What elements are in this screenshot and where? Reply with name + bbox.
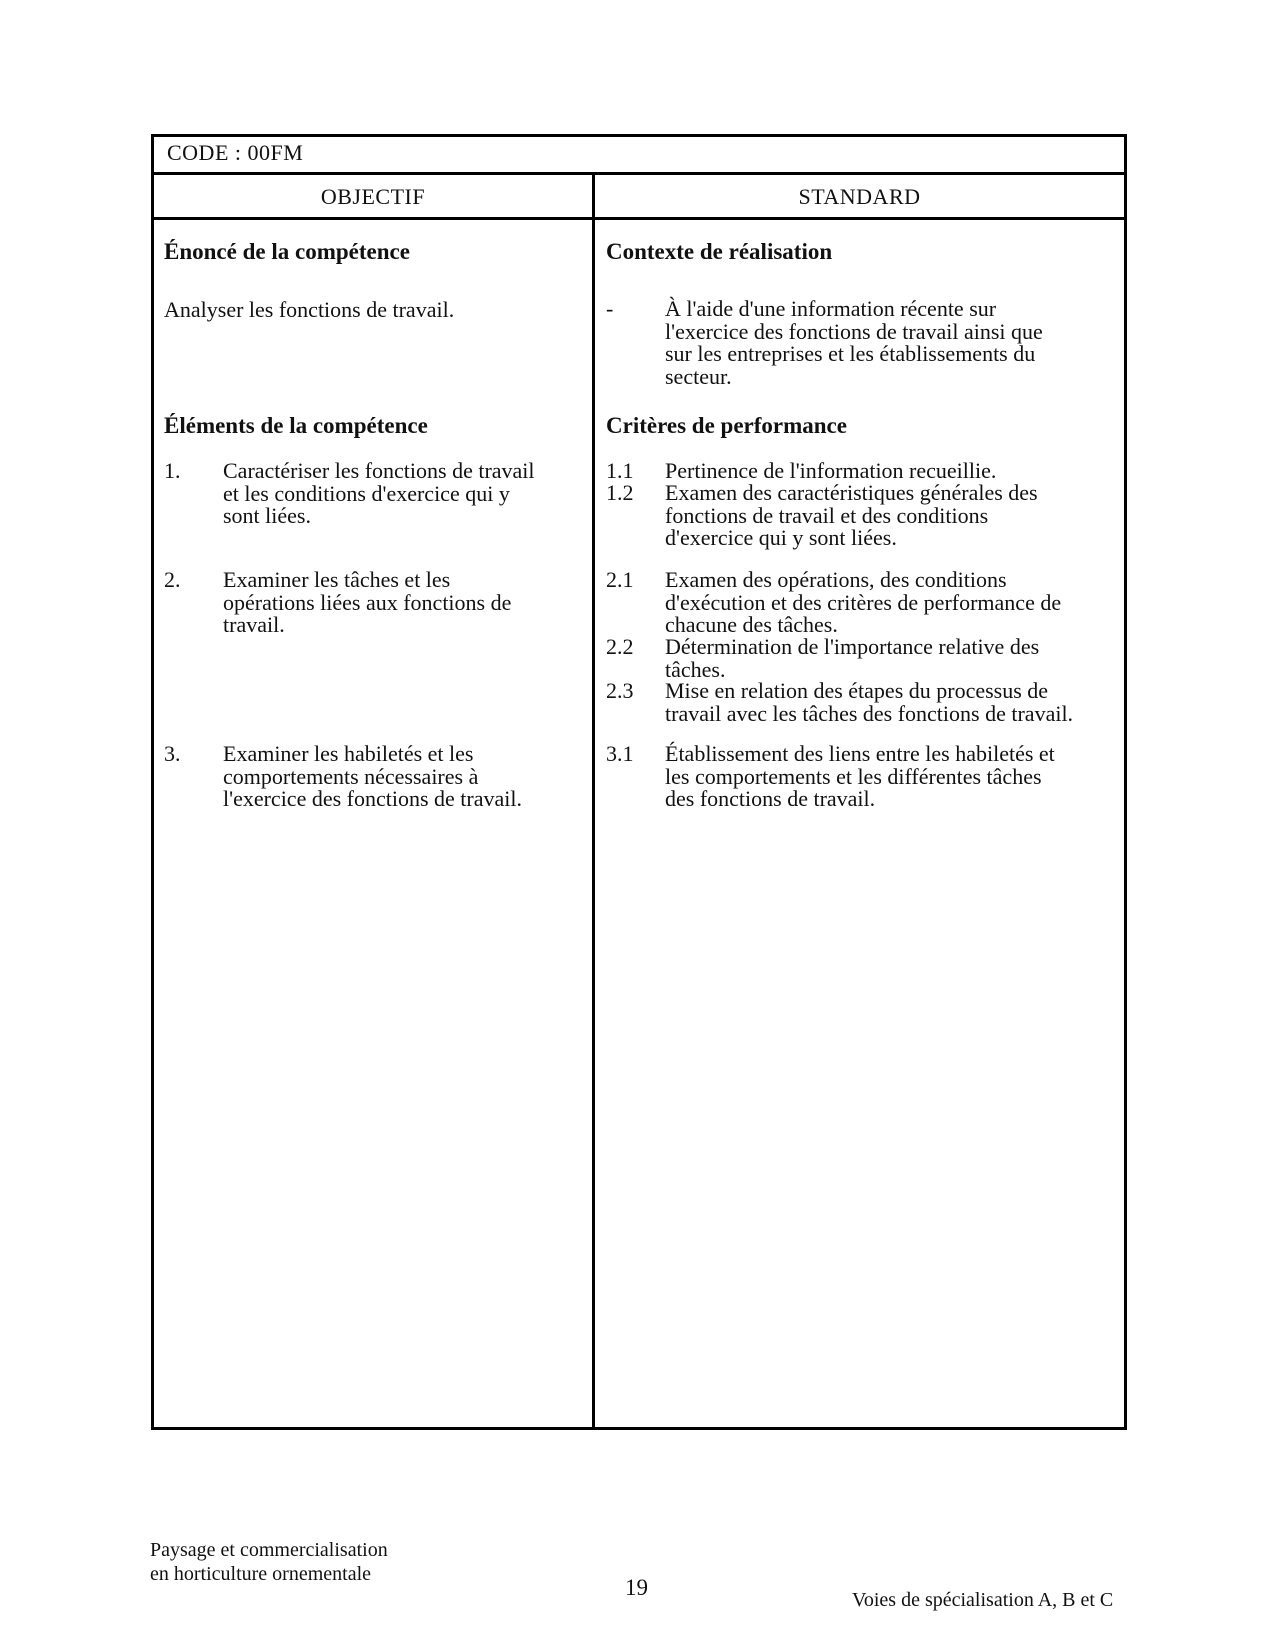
competency-table [151, 134, 1127, 1430]
objective-header: OBJECTIF [320, 184, 426, 209]
footer-program-title: Paysage et commercialisation en horticulture ornementale [150, 1539, 388, 1585]
standard-header: STANDARD [798, 184, 921, 209]
element-number: 3. [164, 741, 181, 766]
element-text: Caractériser les fonctions de travail et les conditions d'exercice qui y sont liées. [223, 458, 535, 528]
code-label: CODE : 00FM [167, 140, 304, 165]
criterion-text: Pertinence de l'information recueillie. [665, 458, 997, 483]
criteria-title: Critères de performance [606, 413, 847, 438]
header-row [154, 175, 1124, 220]
criterion-text: Examen des caractéristiques générales des fonctions de travail et des conditions d'exercice qui y sont liées. [665, 480, 1038, 550]
criterion-number: 2.3 [606, 678, 634, 703]
code-row [154, 137, 1124, 175]
criterion-number: 3.1 [606, 741, 634, 766]
page-number: 19 [625, 1575, 648, 1600]
criterion-text: Établissement des liens entre les habiletés et les comportements et les différentes tâches des fonctions de travail. [665, 741, 1055, 811]
context-title: Contexte de réalisation [606, 239, 833, 264]
context-text: À l'aide d'une information récente sur l'exercice des fonctions de travail ainsi que sur les entreprises et les établissements du secteur. [665, 296, 1043, 389]
criterion-number: 2.2 [606, 634, 634, 659]
statement-text: Analyser les fonctions de travail. [164, 297, 455, 322]
element-text: Examiner les tâches et les opérations liées aux fonctions de travail. [223, 567, 512, 637]
context-bullet: - [606, 296, 614, 321]
elements-title: Éléments de la compétence [164, 413, 428, 438]
element-number: 1. [164, 458, 181, 483]
criterion-text: Détermination de l'importance relative des tâches. [665, 634, 1040, 682]
criterion-text: Examen des opérations, des conditions d'exécution et des critères de performance de chacune des tâches. [665, 567, 1062, 637]
criterion-number: 1.2 [606, 480, 634, 505]
criterion-number: 2.1 [606, 567, 634, 592]
element-number: 2. [164, 567, 181, 592]
criterion-text: Mise en relation des étapes du processus de travail avec les tâches des fonctions de travail. [665, 678, 1074, 726]
statement-title: Énoncé de la compétence [164, 239, 410, 264]
footer-specialisation: Voies de spécialisation A, B et C [852, 1589, 1114, 1611]
element-text: Examiner les habiletés et les comportements nécessaires à l'exercice des fonctions de travail. [223, 741, 522, 811]
criterion-number: 1.1 [606, 458, 634, 483]
